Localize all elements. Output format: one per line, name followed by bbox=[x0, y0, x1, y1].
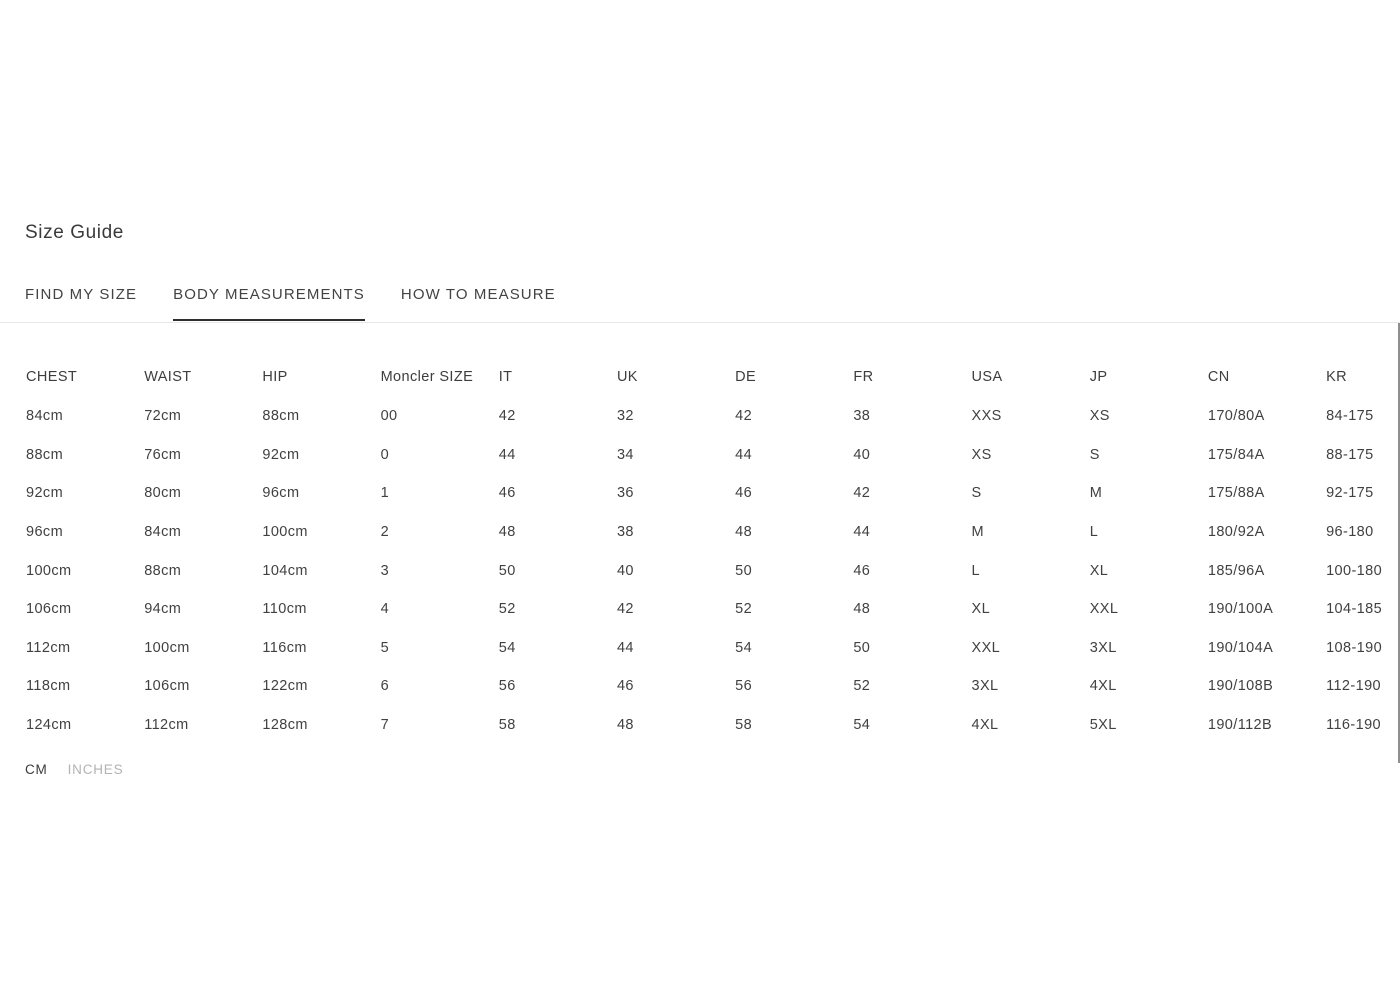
table-cell: XXL bbox=[971, 639, 1001, 656]
unit-toggle bbox=[25, 762, 123, 777]
table-cell: 112-190 bbox=[1326, 678, 1382, 695]
table-cell: L bbox=[971, 562, 980, 579]
page-title: Size Guide bbox=[25, 222, 124, 243]
table-cell: 0 bbox=[380, 446, 390, 463]
column-header: KR bbox=[1326, 369, 1348, 386]
table-cell: 54 bbox=[853, 717, 871, 734]
table-cell: 4XL bbox=[1089, 678, 1117, 695]
table-cell: L bbox=[1089, 523, 1099, 540]
table-cell: 190/112B bbox=[1207, 717, 1273, 734]
table-cell: 36 bbox=[616, 485, 634, 502]
table-cell: 54 bbox=[735, 639, 753, 656]
unit-toggle-cm[interactable]: CM bbox=[25, 762, 48, 777]
table-cell: 88cm bbox=[262, 407, 300, 424]
table-cell: 104cm bbox=[262, 562, 308, 579]
table-cell: 84cm bbox=[144, 523, 182, 540]
table-cell: 3 bbox=[380, 562, 390, 579]
table-cell: 52 bbox=[498, 601, 516, 618]
table-cell: 80cm bbox=[144, 485, 182, 502]
table-cell: 4XL bbox=[971, 717, 999, 734]
table-cell: 32 bbox=[616, 407, 634, 424]
table-cell: 42 bbox=[616, 601, 634, 618]
table-cell: 190/108B bbox=[1207, 678, 1274, 695]
table-cell: 48 bbox=[498, 523, 516, 540]
table-cell: 50 bbox=[853, 639, 871, 656]
column-header: WAIST bbox=[144, 369, 192, 386]
table-cell: M bbox=[971, 523, 984, 540]
table-cell: 175/84A bbox=[1207, 446, 1265, 463]
table-cell: 72cm bbox=[144, 407, 182, 424]
table-cell: 92cm bbox=[26, 485, 64, 502]
table-cell: 190/100A bbox=[1207, 601, 1274, 618]
table-cell: 46 bbox=[498, 485, 516, 502]
table-cell: 48 bbox=[616, 717, 634, 734]
table-cell: 46 bbox=[735, 485, 753, 502]
table-cell: XXL bbox=[1089, 601, 1119, 618]
table-cell: 180/92A bbox=[1207, 523, 1265, 540]
tab-find-my-size[interactable]: FIND MY SIZE bbox=[25, 286, 138, 303]
table-cell: XL bbox=[971, 601, 991, 618]
table-cell: 96-180 bbox=[1326, 523, 1374, 540]
table-cell: 88cm bbox=[144, 562, 182, 579]
table-cell: 46 bbox=[853, 562, 871, 579]
table-cell: 185/96A bbox=[1207, 562, 1265, 579]
table-cell: 42 bbox=[853, 485, 871, 502]
table-cell: XS bbox=[971, 446, 992, 463]
table-cell: 48 bbox=[735, 523, 753, 540]
table-cell: 88-175 bbox=[1326, 446, 1374, 463]
table-cell: 56 bbox=[498, 678, 516, 695]
table-cell: M bbox=[1089, 485, 1103, 502]
table-cell: 118cm bbox=[26, 678, 71, 695]
table-cell: 100-180 bbox=[1326, 562, 1383, 579]
table-cell: S bbox=[971, 485, 982, 502]
table-cell: 106cm bbox=[26, 601, 72, 618]
table-cell: 112cm bbox=[144, 717, 189, 734]
table-cell: 92cm bbox=[262, 446, 300, 463]
table-cell: 3XL bbox=[1089, 639, 1117, 656]
table-cell: 42 bbox=[498, 407, 516, 424]
table-cell: 170/80A bbox=[1207, 407, 1265, 424]
size-guide-tabs bbox=[25, 287, 556, 321]
table-cell: 6 bbox=[380, 678, 390, 695]
table-cell: 38 bbox=[853, 407, 871, 424]
table-cell: 110cm bbox=[262, 601, 307, 618]
table-cell: S bbox=[1089, 446, 1100, 463]
table-cell: 50 bbox=[735, 562, 753, 579]
table-cell: 96cm bbox=[262, 485, 300, 502]
table-cell: 106cm bbox=[144, 678, 190, 695]
table-cell: 76cm bbox=[144, 446, 182, 463]
tab-how-to-measure[interactable]: HOW TO MEASURE bbox=[400, 286, 556, 303]
table-cell: 108-190 bbox=[1326, 639, 1383, 656]
table-cell: 84cm bbox=[26, 407, 64, 424]
table-cell: 100cm bbox=[26, 562, 72, 579]
table-cell: 34 bbox=[616, 446, 634, 463]
table-cell: 100cm bbox=[262, 523, 308, 540]
table-cell: 44 bbox=[853, 523, 871, 540]
column-header: USA bbox=[971, 369, 1003, 386]
tabs-divider bbox=[0, 322, 1400, 323]
table-cell: 104-185 bbox=[1326, 601, 1383, 618]
table-cell: 3XL bbox=[971, 678, 999, 695]
column-header: FR bbox=[853, 369, 874, 386]
table-cell: 58 bbox=[735, 717, 753, 734]
table-cell: 96cm bbox=[26, 523, 64, 540]
table-cell: 94cm bbox=[144, 601, 182, 618]
table-cell: 100cm bbox=[144, 639, 190, 656]
table-cell: XS bbox=[1089, 407, 1110, 424]
table-cell: 40 bbox=[853, 446, 871, 463]
table-cell: 2 bbox=[380, 523, 390, 540]
table-cell: 122cm bbox=[262, 678, 308, 695]
column-header: IT bbox=[498, 369, 513, 386]
table-cell: 40 bbox=[616, 562, 634, 579]
table-cell: 00 bbox=[380, 407, 398, 424]
table-cell: 46 bbox=[616, 678, 634, 695]
table-cell: 4 bbox=[380, 601, 390, 618]
table-cell: 5XL bbox=[1089, 717, 1117, 734]
column-header: UK bbox=[616, 369, 638, 386]
table-cell: 128cm bbox=[262, 717, 308, 734]
table-cell: 116-190 bbox=[1326, 717, 1382, 734]
table-cell: 44 bbox=[735, 446, 753, 463]
column-header: DE bbox=[735, 369, 757, 386]
table-cell: 38 bbox=[616, 523, 634, 540]
column-header: CHEST bbox=[26, 369, 78, 386]
column-header: CN bbox=[1207, 369, 1230, 386]
table-cell: 58 bbox=[498, 717, 516, 734]
table-cell: 116cm bbox=[262, 639, 307, 656]
table-cell: 56 bbox=[735, 678, 753, 695]
table-cell: 190/104A bbox=[1207, 639, 1274, 656]
table-cell: 50 bbox=[498, 562, 516, 579]
table-cell: 52 bbox=[853, 678, 871, 695]
unit-toggle-inches[interactable]: INCHES bbox=[67, 762, 124, 777]
table-cell: 44 bbox=[616, 639, 634, 656]
tab-body-measurements[interactable]: BODY MEASUREMENTS bbox=[173, 287, 365, 321]
table-cell: 44 bbox=[498, 446, 516, 463]
table-cell: 52 bbox=[735, 601, 753, 618]
table-cell: 112cm bbox=[26, 639, 71, 656]
table-cell: 1 bbox=[380, 485, 390, 502]
table-cell: 124cm bbox=[26, 717, 72, 734]
table-cell: 48 bbox=[853, 601, 871, 618]
column-header: Moncler SIZE bbox=[380, 369, 474, 386]
column-header: HIP bbox=[262, 369, 288, 386]
table-cell: XL bbox=[1089, 562, 1109, 579]
table-cell: 7 bbox=[380, 717, 390, 734]
table-cell: 88cm bbox=[26, 446, 64, 463]
table-cell: XXS bbox=[971, 407, 1002, 424]
table-cell: 84-175 bbox=[1326, 407, 1374, 424]
table-cell: 54 bbox=[498, 639, 516, 656]
table-cell: 5 bbox=[380, 639, 390, 656]
table-cell: 175/88A bbox=[1207, 485, 1265, 502]
table-cell: 92-175 bbox=[1326, 485, 1374, 502]
table-cell: 42 bbox=[735, 407, 753, 424]
column-header: JP bbox=[1089, 369, 1108, 386]
size-table bbox=[26, 358, 1382, 744]
